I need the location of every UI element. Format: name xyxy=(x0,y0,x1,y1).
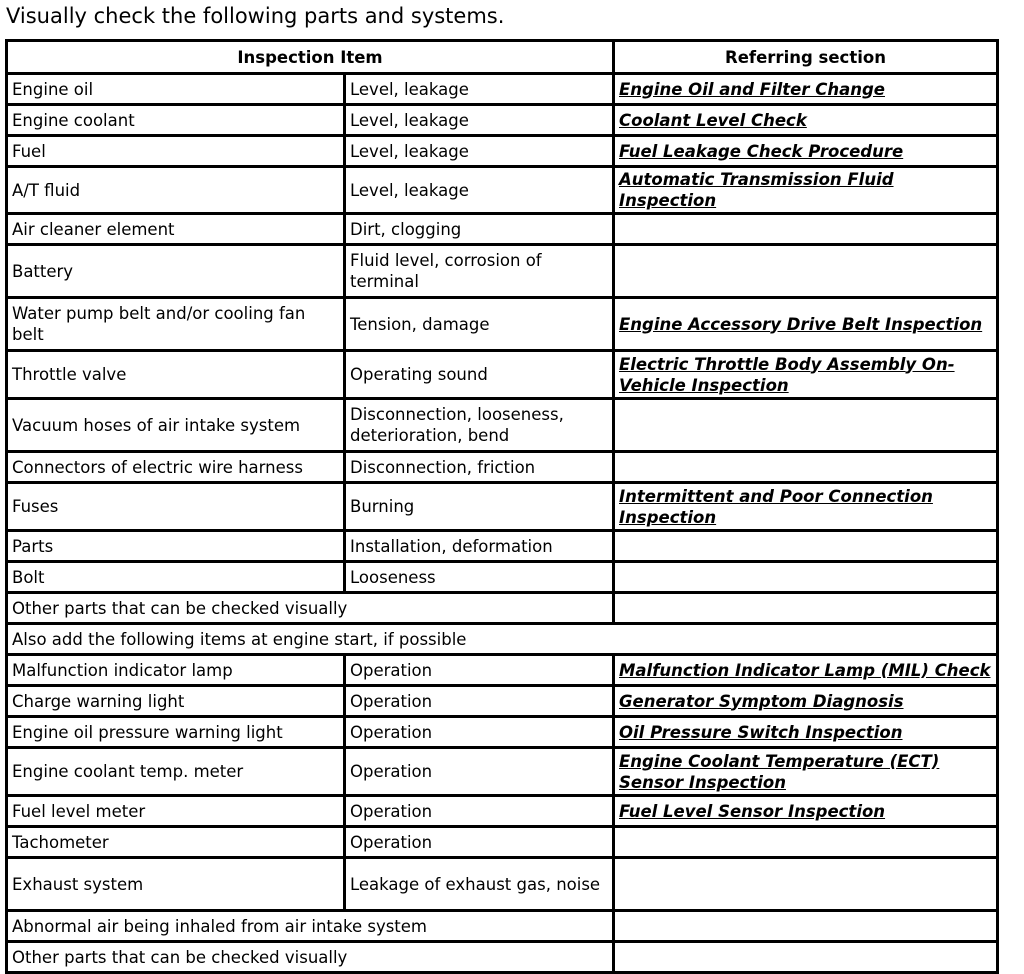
ref-link[interactable]: Engine Accessory Drive Belt Inspection xyxy=(615,299,999,352)
table-row xyxy=(8,75,999,106)
table-row xyxy=(8,299,999,352)
check-cell: Operating sound xyxy=(346,352,615,400)
ref-link[interactable]: Fuel Leakage Check Procedure xyxy=(615,137,999,168)
check-cell: Disconnection, looseness, deterioration, bend xyxy=(346,400,615,453)
item-cell: Bolt xyxy=(8,563,346,594)
table-row xyxy=(8,137,999,168)
header-referring-section: Referring section xyxy=(615,42,999,75)
table-row xyxy=(8,943,999,974)
header-inspection-item: Inspection Item xyxy=(8,42,615,75)
item-cell: Exhaust system xyxy=(8,859,346,912)
ref-link[interactable]: Intermittent and Poor Connection Inspection xyxy=(615,484,999,532)
item-cell: Malfunction indicator lamp xyxy=(8,656,346,687)
table-row xyxy=(8,749,999,797)
table-row xyxy=(8,828,999,859)
table-row xyxy=(8,484,999,532)
check-cell: Burning xyxy=(346,484,615,532)
item-cell: Engine coolant xyxy=(8,106,346,137)
item-cell: Parts xyxy=(8,532,346,563)
ref-cell xyxy=(615,828,999,859)
item-cell: Fuel level meter xyxy=(8,797,346,828)
engine-start-note: Also add the following items at engine start, if possible xyxy=(8,625,999,656)
ref-link[interactable]: Engine Oil and Filter Change xyxy=(615,75,999,106)
table-row xyxy=(8,656,999,687)
ref-link[interactable]: Electric Throttle Body Assembly On-Vehicle Inspection xyxy=(615,352,999,400)
page-title: Visually check the following parts and systems. xyxy=(6,4,505,28)
check-cell: Operation xyxy=(346,687,615,718)
ref-link[interactable]: Automatic Transmission Fluid Inspection xyxy=(615,168,999,215)
check-cell: Fluid level, corrosion of terminal xyxy=(346,246,615,299)
ref-cell xyxy=(615,943,999,974)
ref-cell xyxy=(615,563,999,594)
check-cell: Operation xyxy=(346,656,615,687)
table-row xyxy=(8,859,999,912)
ref-cell xyxy=(615,859,999,912)
item-cell: Other parts that can be checked visually xyxy=(8,943,615,974)
table-row xyxy=(8,718,999,749)
item-cell: Vacuum hoses of air intake system xyxy=(8,400,346,453)
check-cell: Leakage of exhaust gas, noise xyxy=(346,859,615,912)
item-cell: Abnormal air being inhaled from air intake system xyxy=(8,912,615,943)
check-cell: Tension, damage xyxy=(346,299,615,352)
section-row xyxy=(8,625,999,656)
ref-link[interactable]: Oil Pressure Switch Inspection xyxy=(615,718,999,749)
table-row xyxy=(8,106,999,137)
item-cell: Engine oil pressure warning light xyxy=(8,718,346,749)
check-cell: Installation, deformation xyxy=(346,532,615,563)
table-row xyxy=(8,797,999,828)
table-row xyxy=(8,246,999,299)
item-cell: Water pump belt and/or cooling fan belt xyxy=(8,299,346,352)
ref-cell xyxy=(615,215,999,246)
table-row xyxy=(8,352,999,400)
check-cell: Operation xyxy=(346,749,615,797)
ref-link[interactable]: Coolant Level Check xyxy=(615,106,999,137)
table-row xyxy=(8,687,999,718)
table-row xyxy=(8,168,999,215)
ref-cell xyxy=(615,912,999,943)
item-cell: Connectors of electric wire harness xyxy=(8,453,346,484)
table-row xyxy=(8,215,999,246)
item-cell: Other parts that can be checked visually xyxy=(8,594,615,625)
ref-link[interactable]: Malfunction Indicator Lamp (MIL) Check xyxy=(615,656,999,687)
ref-cell xyxy=(615,594,999,625)
ref-link[interactable]: Engine Coolant Temperature (ECT) Sensor Inspection xyxy=(615,749,999,797)
item-cell: Charge warning light xyxy=(8,687,346,718)
table-row xyxy=(8,453,999,484)
table-row xyxy=(8,400,999,453)
check-cell: Operation xyxy=(346,828,615,859)
table-row xyxy=(8,563,999,594)
ref-cell xyxy=(615,453,999,484)
ref-cell xyxy=(615,400,999,453)
item-cell: Fuses xyxy=(8,484,346,532)
ref-cell xyxy=(615,532,999,563)
item-cell: Battery xyxy=(8,246,346,299)
check-cell: Disconnection, friction xyxy=(346,453,615,484)
item-cell: Air cleaner element xyxy=(8,215,346,246)
check-cell: Level, leakage xyxy=(346,75,615,106)
check-cell: Level, leakage xyxy=(346,137,615,168)
check-cell: Dirt, clogging xyxy=(346,215,615,246)
check-cell: Level, leakage xyxy=(346,168,615,215)
item-cell: Throttle valve xyxy=(8,352,346,400)
inspection-table xyxy=(5,39,999,974)
table-header-row xyxy=(8,42,999,75)
check-cell: Operation xyxy=(346,718,615,749)
check-cell: Looseness xyxy=(346,563,615,594)
item-cell: Engine oil xyxy=(8,75,346,106)
table-row xyxy=(8,912,999,943)
item-cell: Fuel xyxy=(8,137,346,168)
table-row xyxy=(8,532,999,563)
check-cell: Level, leakage xyxy=(346,106,615,137)
item-cell: A/T fluid xyxy=(8,168,346,215)
ref-cell xyxy=(615,246,999,299)
check-cell: Operation xyxy=(346,797,615,828)
ref-link[interactable]: Fuel Level Sensor Inspection xyxy=(615,797,999,828)
item-cell: Engine coolant temp. meter xyxy=(8,749,346,797)
ref-link[interactable]: Generator Symptom Diagnosis xyxy=(615,687,999,718)
table-row xyxy=(8,594,999,625)
item-cell: Tachometer xyxy=(8,828,346,859)
